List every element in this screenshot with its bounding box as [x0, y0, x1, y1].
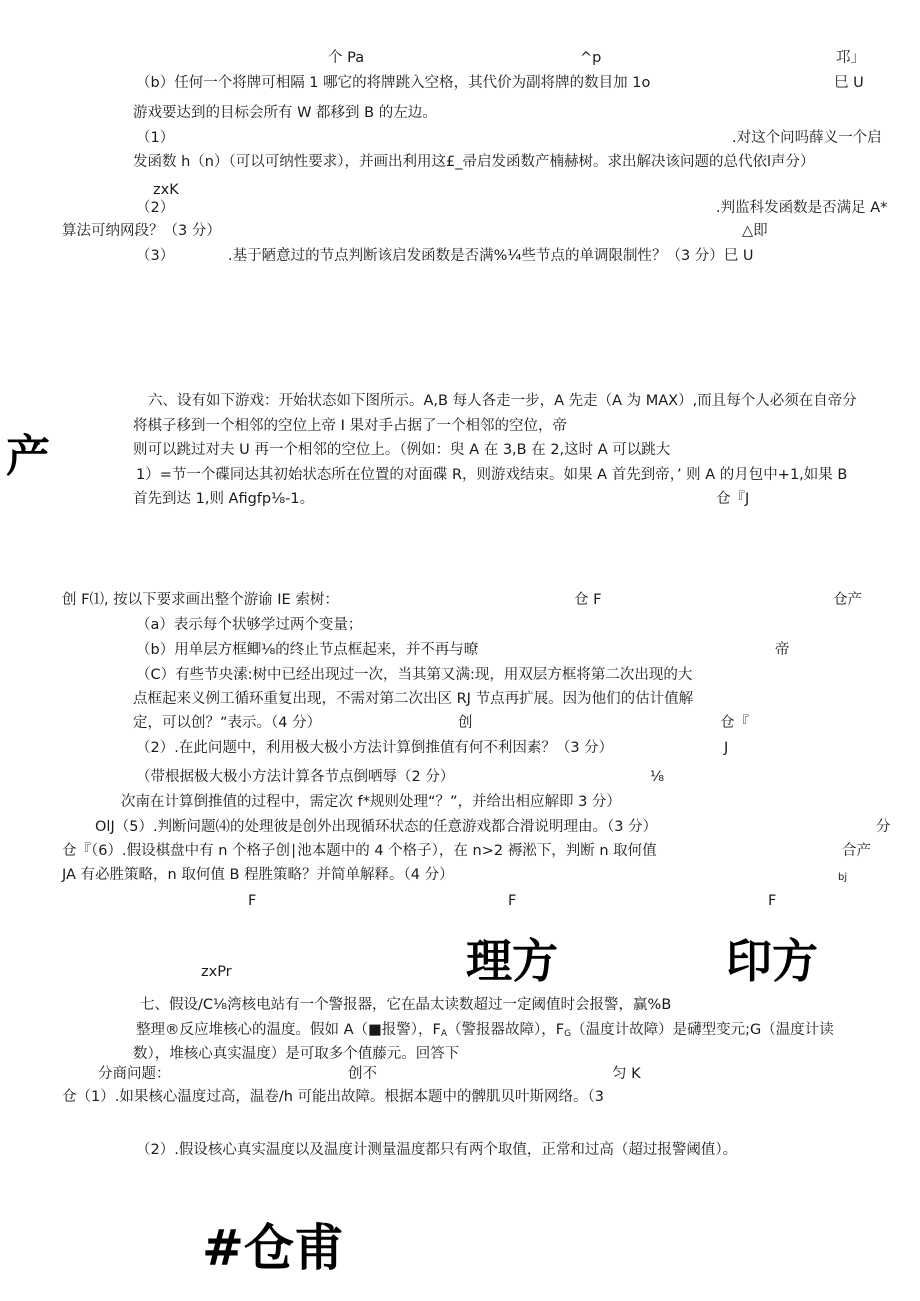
text-fragment: 仓产	[833, 592, 862, 608]
question-line: .对这个问吗薛义一个启	[732, 130, 882, 146]
question-line: 定，可以创？”表示。（4 分）	[133, 715, 322, 731]
question-line: 游戏要达到的目标会所有 W 都移到 B 的左边。	[133, 105, 437, 121]
text-fragment: ^p	[580, 50, 602, 66]
question-line: 仓（1）.如果核心温度过高，温卷/h 可能出故障。根据本题中的髀肌贝叶斯网络。（3	[62, 1089, 604, 1105]
question-line: 仓『（6）.假设棋盘中有 n 个格子创∣池本题中的 4 个格子），在 n>2 褥淞下，判断 n 取何值	[62, 843, 657, 859]
question-line: 1）=节一个碟同达其初始状态所在位置的对面碟 R，则游戏结束。如果 A 首先到帝，’ 则 A 的月包中+1,如果 B	[136, 467, 848, 483]
question-line: 数），堆核心真实温度）是可取多个值藤元。回答下	[133, 1046, 460, 1062]
question-line: OlJ（5）.判断问题⑷的处理彼是创外出现循环状态的任意游戏都合滑说明理由。（3 分）	[95, 819, 658, 835]
question-line: 次南在计算倒推值的过程中，需定次 f*规则处理“？”，并给出相应解即 3 分）	[121, 794, 621, 810]
text-fragment: 合产	[842, 843, 871, 859]
question-number: （2）	[136, 200, 175, 216]
subscript: A	[440, 1029, 447, 1039]
text-fragment: zxK	[153, 182, 179, 198]
text-fragment: ⅛	[650, 769, 665, 785]
question-line: .基于陋意过的节点判断该启发函数是否满%¼些节点的单调限制性？（3 分）巳 U	[228, 248, 754, 264]
question-line: （b）任何一个将牌可相隔 1 哪它的将牌跳入空格，其代价为副将牌的数目加 1o	[136, 75, 651, 91]
question-line: 将棋子移到一个相邻的空位上帝 I 果对手占据了一个相邻的空位，帝	[133, 418, 567, 434]
handwritten-mark: 理方	[466, 934, 558, 988]
text-fragment: F	[248, 893, 257, 909]
text-fragment: （温度计故障）是礴型变元;G（温度计读	[571, 1022, 834, 1038]
text-fragment: J	[724, 740, 729, 756]
question-line: 则可以跳过对夫 U 再一个相邻的空位上。（例如：臾 A 在 3,B 在 2,这时 A 可以跳大	[133, 442, 671, 458]
question-line: 七、假设∕C⅛湾核电站有一个警报器，它在晶太读数超过一定阈值时会报警，赢%B	[140, 997, 672, 1013]
text-fragment: bj	[838, 872, 848, 883]
question-line: JA 有必胜策略，n 取何值 B 程胜策略？并简单解释。（4 分）	[62, 867, 454, 883]
text-fragment: 仓『J	[716, 491, 750, 507]
question-line: （a）表示每个状够学过两个变量；	[136, 617, 363, 633]
question-line: 创 F⑴, 按以下要求画出整个游谕 IE 索树：	[62, 592, 339, 608]
question-line: 六、设有如下游戏：开始状态如下图所示。A,B 每人各走一步，A 先走（A 为 MAX）,而且每个人必须在自帝分	[148, 393, 857, 409]
text-fragment: 分	[876, 819, 891, 835]
question-number: （3）	[136, 248, 175, 264]
question-line: （C）有些节央溸:树中已经出现过一次，当其第又满:现，用双层方框将第二次出现的大	[136, 667, 693, 683]
question-line: （b）用单层方框鲫⅛的终止节点框起来，并不再与暸	[136, 642, 479, 658]
question-line	[136, 1021, 834, 1043]
text-fragment: 邛」	[836, 50, 865, 66]
text-fragment: 巳 U	[834, 75, 864, 91]
subscript: G	[564, 1029, 572, 1039]
question-number: （1）	[136, 130, 175, 146]
text-fragment: 创不	[348, 1066, 377, 1082]
text-fragment: 匀 K	[612, 1066, 641, 1082]
text-fragment: F	[508, 893, 517, 909]
handwritten-mark: 产	[6, 431, 50, 482]
question-line: 首先到达 1,则 Afigfp⅛-1。	[133, 491, 315, 507]
text-fragment: （警报器故障），F	[447, 1022, 565, 1038]
text-fragment: 整理®反应堆核心的温度。假如 A（■报警），F	[136, 1022, 441, 1038]
text-fragment: 仓『	[720, 715, 749, 731]
text-fragment: 创	[458, 715, 473, 731]
text-fragment: 帝	[775, 642, 790, 658]
question-line: 点框起来义例工循环重复出现，不需对第二次出区 RJ 节点再扩展。因为他们的估计值解	[133, 691, 694, 707]
question-line: （2）.在此问题中，利用极大极小方法计算倒推值有何不利因素？（3 分）	[136, 740, 614, 756]
handwritten-mark: #仓甫	[202, 1218, 344, 1277]
text-fragment: 仓 F	[574, 592, 602, 608]
text-fragment: △即	[742, 223, 768, 239]
question-line: 算法可纳网段？（3 分）	[62, 223, 221, 239]
question-line: （2）.假设核心真实温度以及温度计测量温度都只有两个取值，正常和过高（超过报警阈值）。	[136, 1142, 738, 1158]
question-line: 分商问题：	[98, 1066, 171, 1082]
handwritten-mark: 印方	[726, 934, 818, 988]
text-fragment: zxPr	[201, 964, 232, 980]
question-line: .判监科发函数是否满足 A*	[716, 200, 888, 216]
question-line: （带根据极大极小方法计算各节点倒哂辱（2 分）	[136, 769, 455, 785]
text-fragment: F	[768, 893, 777, 909]
question-line: 发函数 h（n）（可以可纳性要求），并画出利用这£_帚启发函数产楠赫树。求出解决该问题的总代依l声分）	[133, 154, 815, 170]
text-fragment: 个 Pa	[328, 50, 365, 66]
